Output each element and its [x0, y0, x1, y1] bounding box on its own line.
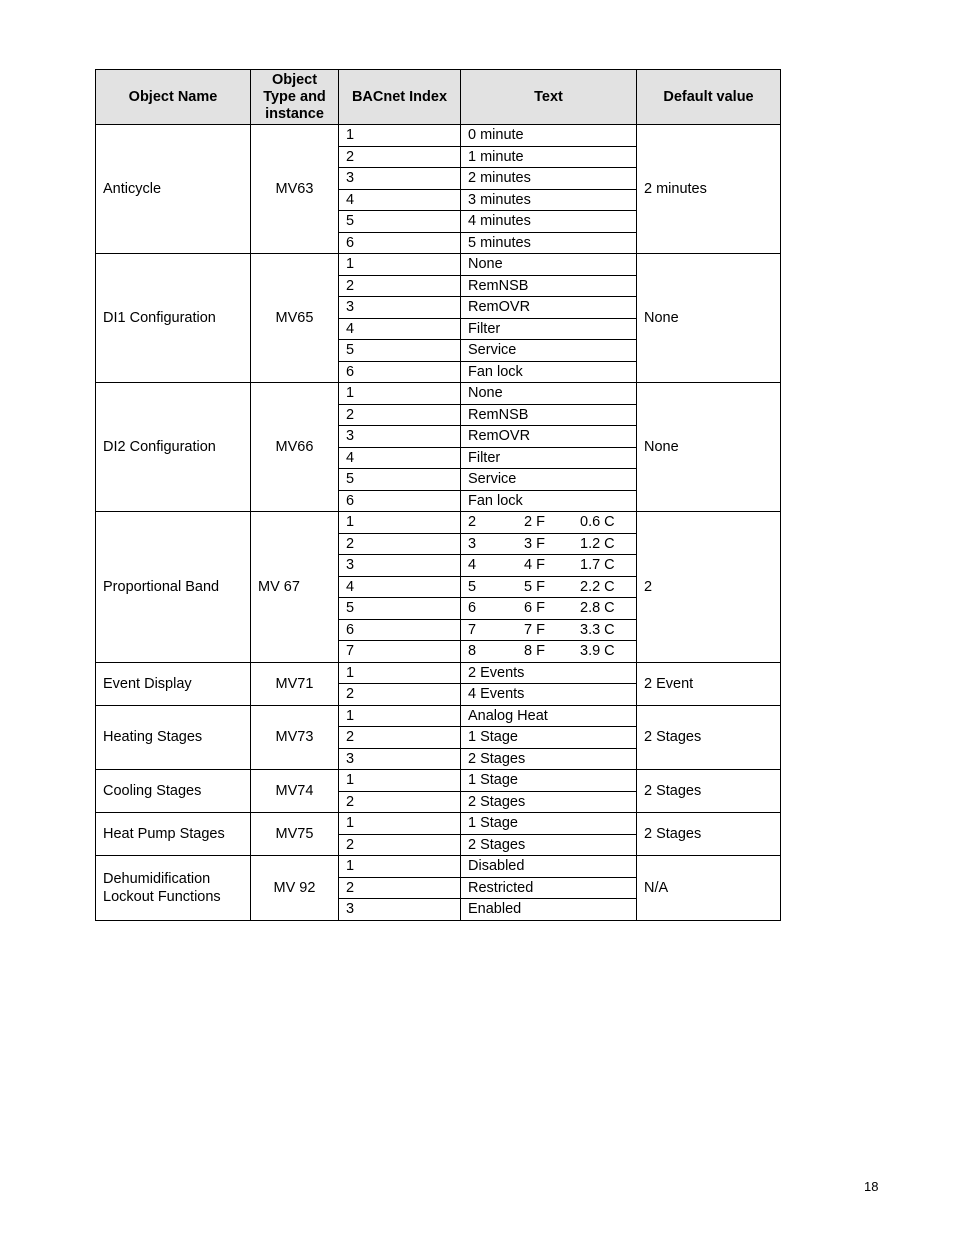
bacnet-index-cell: 3 [339, 555, 461, 577]
bacnet-index-cell: 1 [339, 813, 461, 835]
text-cell-part: 7 F [524, 621, 545, 638]
bacnet-index-cell: 1 [339, 383, 461, 405]
bacnet-index-cell: 1 [339, 856, 461, 878]
object-name-cell: Heat Pump Stages [96, 813, 251, 856]
table-row [96, 856, 781, 878]
bacnet-index-cell: 2 [339, 834, 461, 856]
bacnet-index-cell: 3 [339, 748, 461, 770]
text-cell-part: 4 F [524, 557, 545, 574]
table-row [96, 125, 781, 147]
default-value-cell: 2 Stages [637, 705, 781, 770]
bacnet-index-cell: 5 [339, 211, 461, 233]
bacnet-index-cell: 5 [339, 598, 461, 620]
default-value-cell: 2 Stages [637, 770, 781, 813]
bacnet-index-cell: 3 [339, 426, 461, 448]
bacnet-index-cell: 6 [339, 361, 461, 383]
object-name-cell: DI1 Configuration [96, 254, 251, 383]
default-value-cell: 2 Stages [637, 813, 781, 856]
bacnet-index-cell: 3 [339, 297, 461, 319]
bacnet-index-cell: 4 [339, 447, 461, 469]
object-name-line: Dehumidification [103, 870, 211, 887]
table-row [96, 813, 781, 835]
text-cell: 3 minutes [461, 189, 637, 211]
text-cell [461, 512, 637, 534]
text-cell: 2 Events [461, 662, 637, 684]
table-row [96, 770, 781, 792]
text-cell: Fan lock [461, 361, 637, 383]
text-cell-part: 8 [468, 643, 477, 660]
object-name-cell: DI2 Configuration [96, 383, 251, 512]
bacnet-index-cell: 6 [339, 490, 461, 512]
text-cell-part: 5 [468, 578, 477, 595]
header-default-value: Default value [637, 70, 781, 125]
bacnet-index-cell: 1 [339, 125, 461, 147]
text-cell-part: 8 F [524, 643, 545, 660]
text-cell: 4 minutes [461, 211, 637, 233]
text-cell: 5 minutes [461, 232, 637, 254]
text-cell [461, 641, 637, 663]
default-value-cell: None [637, 254, 781, 383]
text-cell-part: 5 F [524, 578, 545, 595]
bacnet-index-cell: 1 [339, 770, 461, 792]
header-object-name: Object Name [96, 70, 251, 125]
text-cell-part: 2.2 C [580, 578, 615, 595]
header-text: Text [461, 70, 637, 125]
bacnet-index-cell: 4 [339, 318, 461, 340]
text-cell: Service [461, 469, 637, 491]
text-cell: 2 Stages [461, 748, 637, 770]
text-cell [461, 576, 637, 598]
object-type-cell: MV74 [251, 770, 339, 813]
bacnet-index-cell: 4 [339, 576, 461, 598]
text-cell-part: 1.2 C [580, 535, 615, 552]
object-name-cell: Heating Stages [96, 705, 251, 770]
header-bacnet-index: BACnet Index [339, 70, 461, 125]
bacnet-index-cell: 1 [339, 705, 461, 727]
text-cell-part: 6 F [524, 600, 545, 617]
bacnet-index-cell: 7 [339, 641, 461, 663]
text-cell: 1 Stage [461, 813, 637, 835]
text-cell-part: 2 [468, 514, 477, 531]
text-cell: Filter [461, 318, 637, 340]
text-cell-part: 2.8 C [580, 600, 615, 617]
bacnet-index-cell: 2 [339, 791, 461, 813]
bacnet-object-table [95, 69, 781, 921]
bacnet-index-cell: 2 [339, 727, 461, 749]
default-value-cell: N/A [637, 856, 781, 921]
text-cell: 2 minutes [461, 168, 637, 190]
header-object-type-line: Object [271, 71, 318, 88]
object-name-line: Lockout Functions [103, 888, 221, 905]
object-type-cell: MV71 [251, 662, 339, 705]
bacnet-index-cell: 2 [339, 146, 461, 168]
text-cell [461, 619, 637, 641]
text-cell-part: 1.7 C [580, 557, 615, 574]
object-type-cell: MV65 [251, 254, 339, 383]
text-cell: Service [461, 340, 637, 362]
bacnet-index-cell: 2 [339, 533, 461, 555]
bacnet-index-cell: 6 [339, 232, 461, 254]
text-cell-part: 7 [468, 621, 477, 638]
bacnet-index-cell: 2 [339, 275, 461, 297]
text-cell-part: 3 F [524, 535, 545, 552]
text-cell-part: 3.9 C [580, 643, 615, 660]
bacnet-index-cell: 2 [339, 684, 461, 706]
object-name-cell: Cooling Stages [96, 770, 251, 813]
text-cell-part: 2 F [524, 514, 545, 531]
object-type-cell: MV75 [251, 813, 339, 856]
table-body [96, 125, 781, 921]
text-cell: 0 minute [461, 125, 637, 147]
text-cell: Filter [461, 447, 637, 469]
text-cell: Disabled [461, 856, 637, 878]
bacnet-index-cell: 2 [339, 877, 461, 899]
text-cell: RemOVR [461, 426, 637, 448]
text-cell: Analog Heat [461, 705, 637, 727]
text-cell [461, 533, 637, 555]
object-type-cell: MV73 [251, 705, 339, 770]
text-cell: RemNSB [461, 275, 637, 297]
default-value-cell: 2 [637, 512, 781, 663]
bacnet-index-cell: 3 [339, 168, 461, 190]
table-row [96, 662, 781, 684]
object-type-cell: MV 92 [251, 856, 339, 921]
text-cell: 1 Stage [461, 770, 637, 792]
text-cell: 4 Events [461, 684, 637, 706]
header-object-type-line: instance [265, 105, 324, 122]
text-cell: RemOVR [461, 297, 637, 319]
table-row [96, 705, 781, 727]
text-cell: Enabled [461, 899, 637, 921]
text-cell-part: 6 [468, 600, 477, 617]
object-name-cell [96, 856, 251, 921]
text-cell: Fan lock [461, 490, 637, 512]
text-cell: 1 minute [461, 146, 637, 168]
text-cell: 2 Stages [461, 791, 637, 813]
bacnet-index-cell: 1 [339, 512, 461, 534]
text-cell: None [461, 254, 637, 276]
text-cell [461, 555, 637, 577]
object-name-cell: Event Display [96, 662, 251, 705]
bacnet-index-cell: 6 [339, 619, 461, 641]
object-type-cell: MV63 [251, 125, 339, 254]
text-cell-part: 0.6 C [580, 514, 615, 531]
object-name-cell: Anticycle [96, 125, 251, 254]
text-cell: 1 Stage [461, 727, 637, 749]
object-type-cell: MV66 [251, 383, 339, 512]
default-value-cell: 2 minutes [637, 125, 781, 254]
header-object-type-line: Type and [263, 88, 326, 105]
page-number: 18 [864, 1179, 879, 1194]
bacnet-index-cell: 5 [339, 469, 461, 491]
table-row [96, 254, 781, 276]
bacnet-index-cell: 4 [339, 189, 461, 211]
text-cell [461, 598, 637, 620]
text-cell: Restricted [461, 877, 637, 899]
table-row [96, 383, 781, 405]
text-cell: 2 Stages [461, 834, 637, 856]
bacnet-index-cell: 1 [339, 254, 461, 276]
bacnet-index-cell: 1 [339, 662, 461, 684]
header-object-type [251, 70, 339, 125]
text-cell-part: 3 [468, 535, 477, 552]
bacnet-index-cell: 3 [339, 899, 461, 921]
bacnet-index-cell: 2 [339, 404, 461, 426]
object-type-cell: MV 67 [251, 512, 339, 663]
default-value-cell: 2 Event [637, 662, 781, 705]
default-value-cell: None [637, 383, 781, 512]
object-name-cell: Proportional Band [96, 512, 251, 663]
table-row [96, 512, 781, 534]
text-cell: None [461, 383, 637, 405]
text-cell-part: 4 [468, 557, 477, 574]
text-cell: RemNSB [461, 404, 637, 426]
text-cell-part: 3.3 C [580, 621, 615, 638]
bacnet-index-cell: 5 [339, 340, 461, 362]
header-row [96, 70, 781, 125]
